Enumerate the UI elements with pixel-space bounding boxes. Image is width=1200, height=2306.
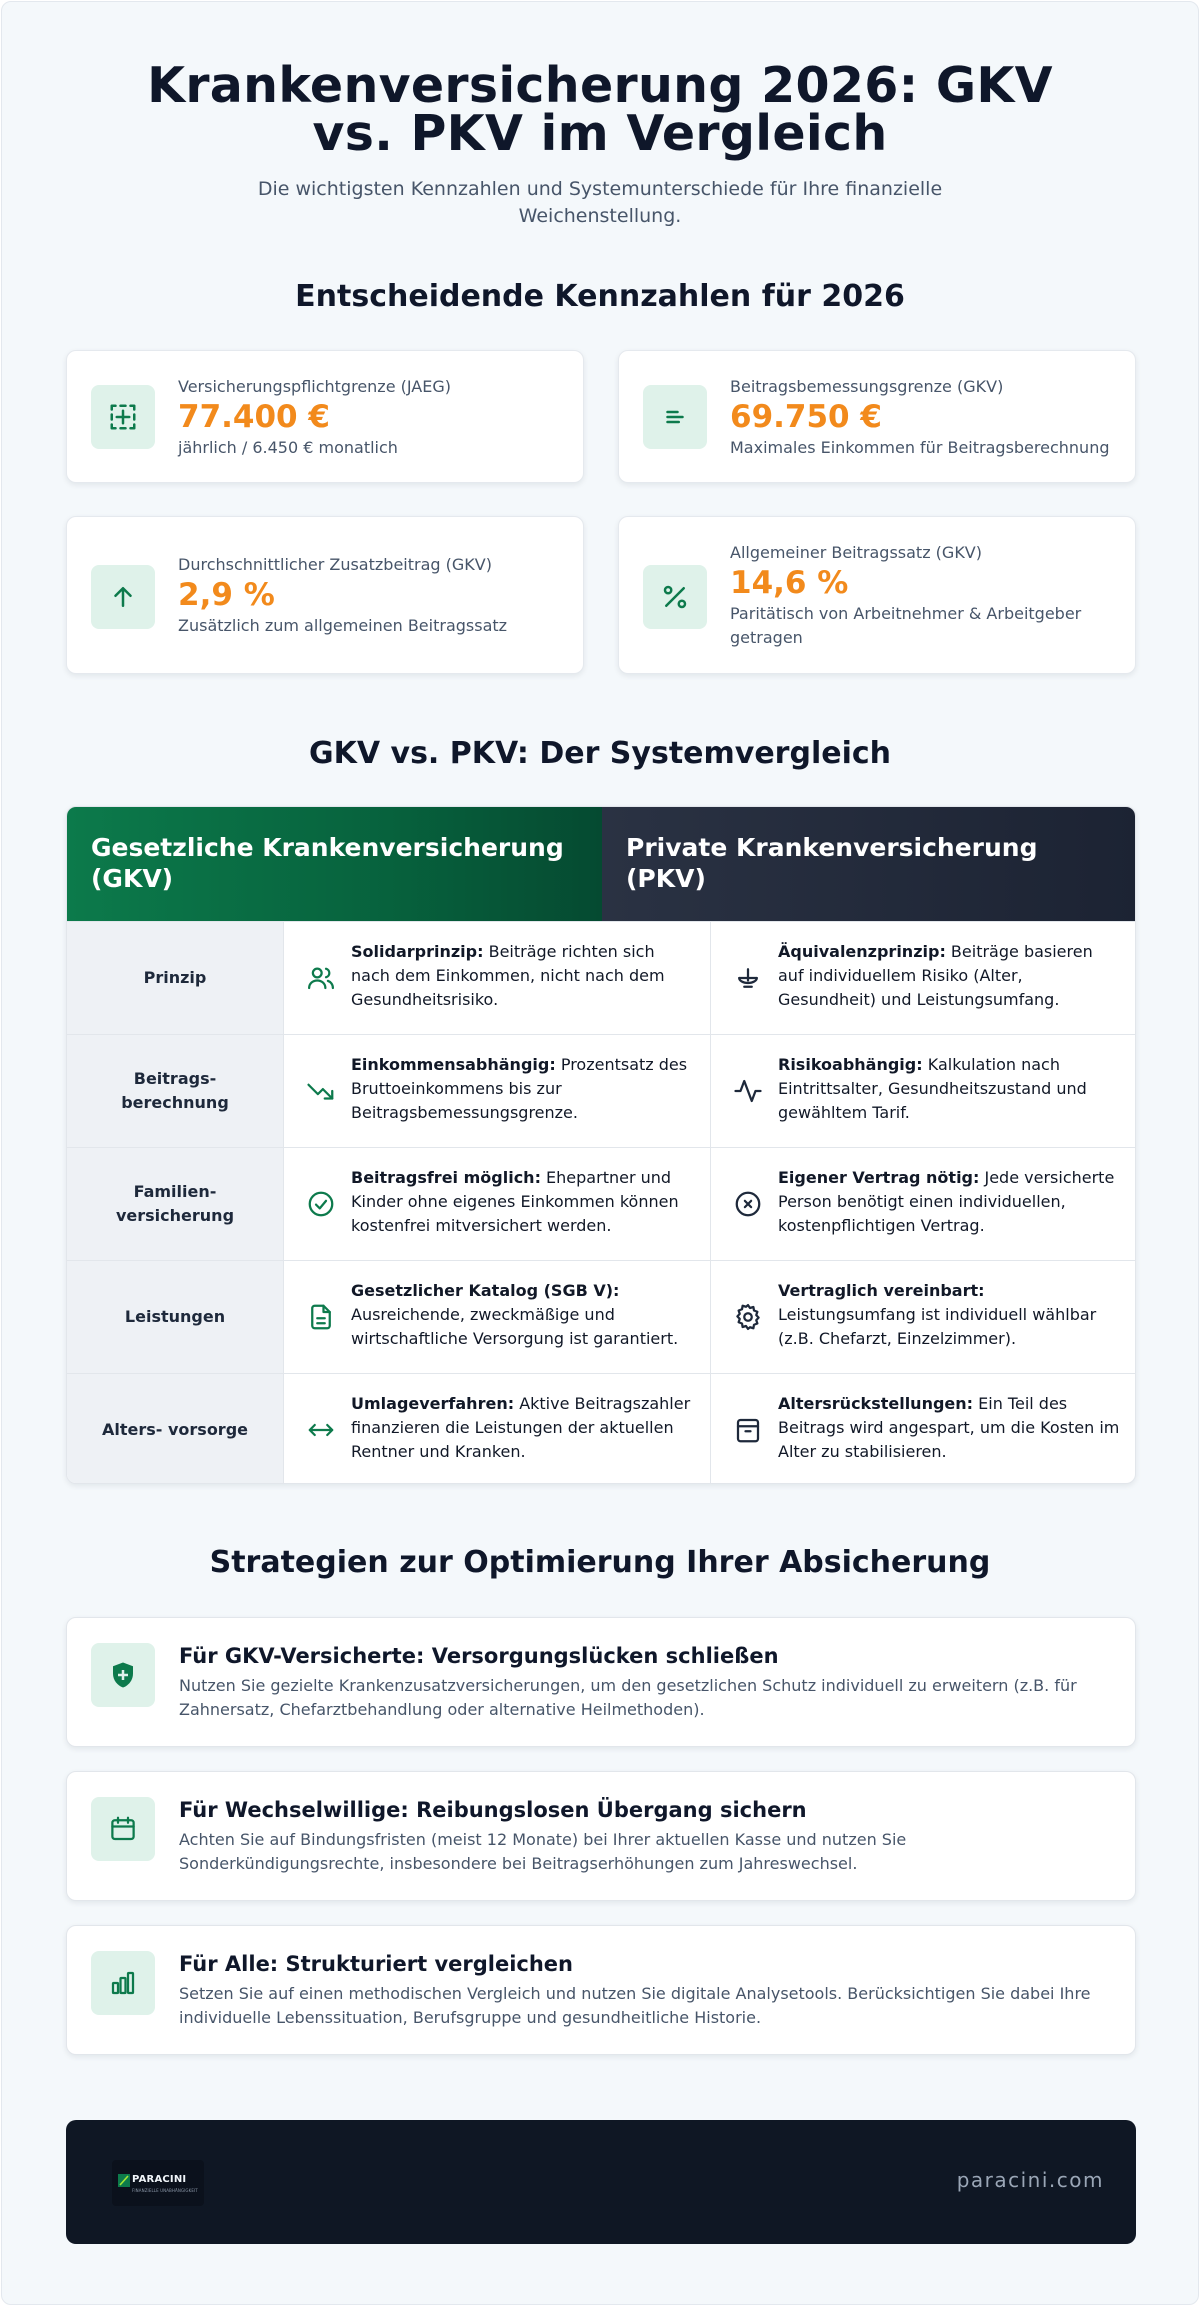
kpi-label: Versicherungspflichtgrenze (JAEG) xyxy=(178,377,451,396)
cell-bold: Gesetzlicher Katalog (SGB V): xyxy=(351,1281,620,1300)
kpi-sub: Zusätzlich zum allgemeinen Beitragssatz xyxy=(178,616,508,635)
cell-text: Ein Teil des Beitrags wird angespart, um die Kosten im Alter zu stabilisieren. xyxy=(778,1394,1120,1461)
logo-tagline: FINANZIELLE UNABHÄNGIGKEIT xyxy=(132,2188,198,2193)
cell-text: Kalkulation nach Eintrittsalter, Gesundheitszustand und gewähltem Tarif. xyxy=(778,1055,1087,1122)
cell-text: Leistungsumfang ist individuell wählbar (z.B. Chefarzt, Einzelzimmer). xyxy=(778,1305,1097,1348)
cell-bold: Eigener Vertrag nötig: xyxy=(778,1168,980,1187)
cell-text: Aktive Beitragszahler finanzieren die Leistungen der aktuellen Rentner und Kranken. xyxy=(351,1394,691,1461)
kpi-value: 77.400 € xyxy=(178,399,330,435)
kpi-label: Durchschnittlicher Zusatzbeitrag (GKV) xyxy=(178,555,492,574)
logo-name: PARACINI xyxy=(132,2174,187,2185)
cell-bold: Risikoabhängig: xyxy=(778,1055,923,1074)
kpi-card-beitragssatz xyxy=(618,516,1136,674)
page-title: Krankenversicherung 2026: GKV vs. PKV im Vergleich xyxy=(147,57,1053,162)
pkv-cell xyxy=(710,1035,1136,1147)
cell-text: Beiträge basieren auf individuellem Risiko (Alter, Gesundheit) und Leistungsumfang. xyxy=(778,942,1093,1009)
kpi-label: Beitragsbemessungsgrenze (GKV) xyxy=(730,377,1004,396)
arrows-horizontal-icon xyxy=(304,1413,338,1447)
scale-icon xyxy=(731,961,765,995)
bar-chart-icon xyxy=(91,1951,155,2015)
gkv-column-header: Gesetzliche Krankenversicherung (GKV) xyxy=(67,807,602,921)
kpi-sub: Paritätisch von Arbeitnehmer & Arbeitgeber getragen xyxy=(730,604,1082,647)
footer-url-link[interactable]: paracini.com xyxy=(956,2168,1104,2192)
cell-bold: Umlageverfahren: xyxy=(351,1394,515,1413)
users-icon xyxy=(304,961,338,995)
strategy-card-compare xyxy=(66,1925,1136,2055)
kpi-section-title: Entscheidende Kennzahlen für 2026 xyxy=(295,279,905,314)
cell-bold: Äquivalenzprinzip: xyxy=(778,942,946,961)
cell-bold: Einkommensabhängig: xyxy=(351,1055,556,1074)
gkv-cell xyxy=(283,1261,710,1373)
cell-text: Beiträge richten sich nach dem Einkommen, nicht nach dem Gesundheitsrisiko. xyxy=(351,942,665,1009)
table-row xyxy=(67,1034,1136,1147)
grid-boundary-icon xyxy=(91,385,155,449)
cell-bold: Altersrückstellungen: xyxy=(778,1394,974,1413)
cell-text: Ausreichende, zweckmäßige und wirtschaftliche Versorgung ist garantiert. xyxy=(351,1305,679,1348)
pkv-cell xyxy=(710,1148,1136,1260)
gkv-cell xyxy=(283,1148,710,1260)
table-row xyxy=(67,1373,1136,1484)
brand-logo[interactable] xyxy=(112,2160,204,2206)
strategy-title: Für Wechselwillige: Reibungslosen Übergang sichern xyxy=(179,1798,807,1822)
row-label: Prinzip xyxy=(67,922,283,1034)
gear-icon xyxy=(731,1300,765,1334)
trending-down-icon xyxy=(304,1074,338,1108)
table-row xyxy=(67,1260,1136,1373)
row-label: Familien- versicherung xyxy=(67,1148,283,1260)
pkv-column-header: Private Krankenversicherung (PKV) xyxy=(602,807,1136,921)
kpi-sub: jährlich / 6.450 € monatlich xyxy=(178,438,398,457)
kpi-sub: Maximales Einkommen für Beitragsberechnung xyxy=(730,438,1110,457)
activity-icon xyxy=(731,1074,765,1108)
page xyxy=(1,1,1199,2305)
check-circle-icon xyxy=(304,1187,338,1221)
kpi-label: Allgemeiner Beitragssatz (GKV) xyxy=(730,543,982,562)
footer xyxy=(66,2120,1136,2244)
strategy-body: Nutzen Sie gezielte Krankenzusatzversicherungen, um den gesetzlichen Schutz individuell zu erweitern (z.B. für Zahnersatz, Chefarztbehandlung oder alternative Heilmethoden). xyxy=(179,1676,1077,1719)
calendar-icon xyxy=(91,1797,155,1861)
pkv-cell xyxy=(710,1374,1136,1484)
table-row xyxy=(67,1147,1136,1260)
gkv-cell xyxy=(283,1035,710,1147)
hero xyxy=(2,57,1198,230)
archive-icon xyxy=(731,1413,765,1447)
table-row xyxy=(67,921,1136,1034)
kpi-card-jaeg xyxy=(66,350,584,483)
row-label: Alters- vorsorge xyxy=(67,1374,283,1484)
strategy-card-switch xyxy=(66,1771,1136,1901)
comparison-section-title: GKV vs. PKV: Der Systemvergleich xyxy=(308,736,891,771)
strategies-section-title: Strategien zur Optimierung Ihrer Absicherung xyxy=(209,1545,991,1580)
strategy-body: Achten Sie auf Bindungsfristen (meist 12 Monate) bei Ihrer aktuellen Kasse und nutzen Sie Sonderkündigungsrechte, insbesondere bei Beitragserhöhungen zum Jahreswechsel. xyxy=(179,1830,907,1873)
shield-plus-icon xyxy=(91,1643,155,1707)
cell-text: Prozentsatz des Bruttoeinkommens bis zur Beitragsbemessungsgrenze. xyxy=(351,1055,688,1122)
kpi-value: 69.750 € xyxy=(730,399,882,435)
align-left-icon xyxy=(643,385,707,449)
document-icon xyxy=(304,1300,338,1334)
kpi-value: 14,6 % xyxy=(730,565,849,601)
cell-bold: Vertraglich vereinbart: xyxy=(778,1281,985,1300)
pkv-cell xyxy=(710,1261,1136,1373)
kpi-card-bbg xyxy=(618,350,1136,483)
comparison-table xyxy=(66,806,1136,1484)
strategy-body: Setzen Sie auf einen methodischen Vergleich und nutzen Sie digitale Analysetools. Berücksichtigen Sie dabei Ihre individuelle Lebenssituation, Berufsgruppe und gesundheitliche Historie. xyxy=(179,1984,1091,2027)
kpi-card-zusatzbeitrag xyxy=(66,516,584,674)
strategy-title: Für GKV-Versicherte: Versorgungslücken schließen xyxy=(179,1644,779,1668)
cell-text: Jede versicherte Person benötigt einen individuellen, kostenpflichtigen Vertrag. xyxy=(778,1168,1115,1235)
kpi-value: 2,9 % xyxy=(178,577,275,613)
row-label: Leistungen xyxy=(67,1261,283,1373)
x-circle-icon xyxy=(731,1187,765,1221)
cell-bold: Beitragsfrei möglich: xyxy=(351,1168,541,1187)
page-subtitle: Die wichtigsten Kennzahlen und Systemunterschiede für Ihre finanzielle Weichenstellung. xyxy=(257,178,943,227)
arrow-up-icon xyxy=(91,565,155,629)
percent-icon xyxy=(643,565,707,629)
strategy-card-gkv xyxy=(66,1617,1136,1747)
gkv-cell xyxy=(283,1374,710,1484)
gkv-cell xyxy=(283,922,710,1034)
cell-text: Ehepartner und Kinder ohne eigenes Einkommen können kostenfrei mitversichert werden. xyxy=(351,1168,679,1235)
logo-mark-icon xyxy=(118,2174,130,2187)
pkv-cell xyxy=(710,922,1136,1034)
cell-bold: Solidarprinzip: xyxy=(351,942,484,961)
strategy-title: Für Alle: Strukturiert vergleichen xyxy=(179,1952,573,1976)
row-label: Beitrags- berechnung xyxy=(67,1035,283,1147)
